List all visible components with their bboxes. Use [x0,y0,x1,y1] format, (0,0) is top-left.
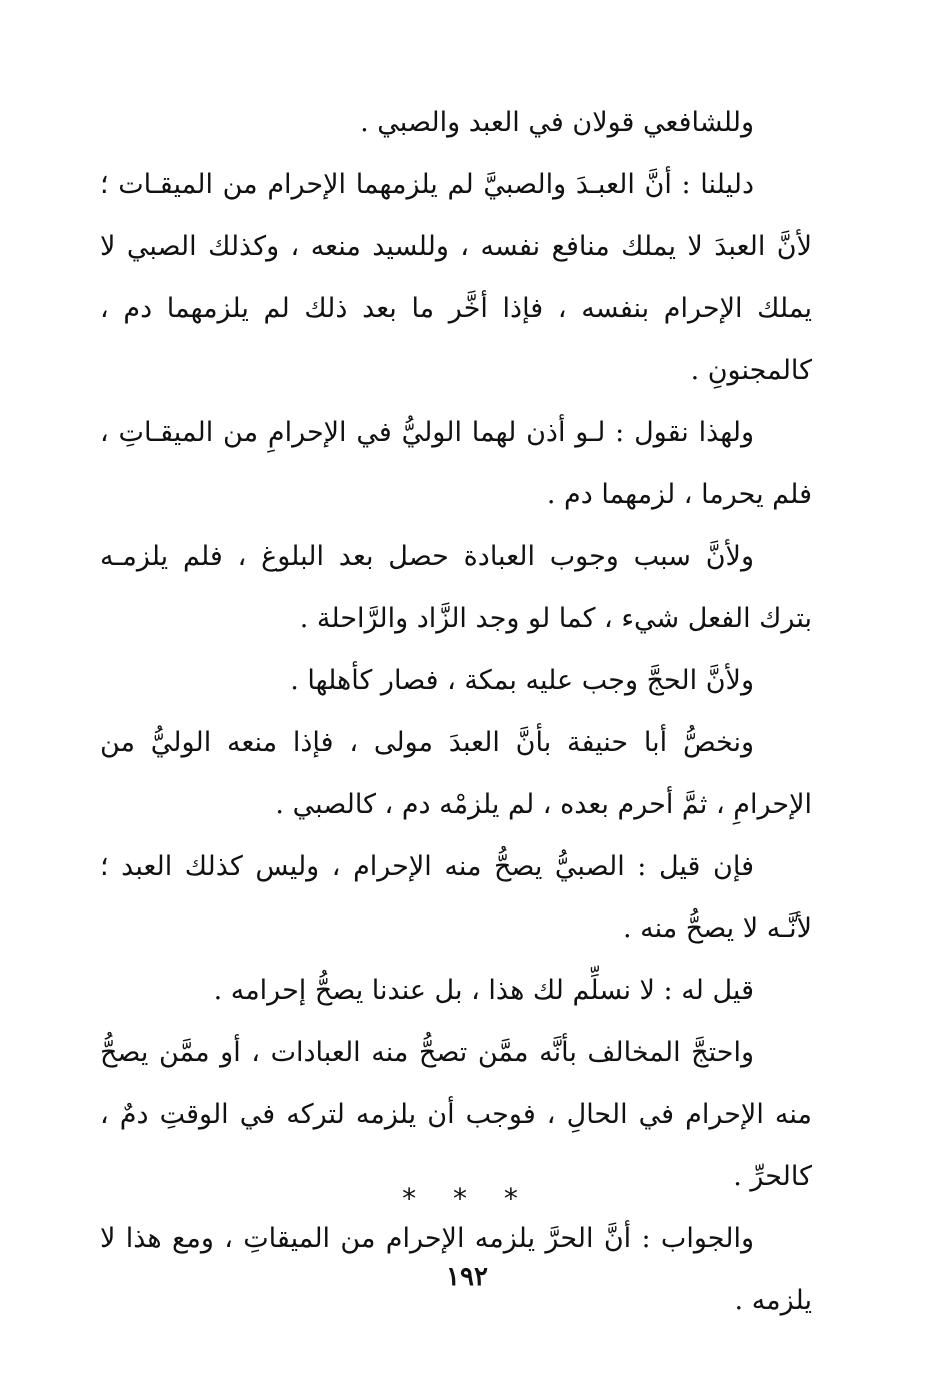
section-separator: * * * [402,1182,532,1215]
paragraph: ولهذا نقول : لـو أذن لهما الوليُّ في الإحرامِ من الميقـاتِ ، فلم يحرما ، لزمهما دم . [100,417,812,510]
page-number: ١٩٢ [446,1262,488,1292]
paragraph: ولأنَّ الحجَّ وجب عليه بمكة ، فصار كأهلها . [290,665,754,696]
paragraph: والجواب : أنَّ الحرَّ يلزمه الإحرام من الميقاتِ ، ومع هذا لا يلزمه . [100,1223,812,1316]
paragraph: ونخصُّ أبا حنيفة بأنَّ العبدَ مولى ، فإذا منعه الوليُّ من الإحرامِ ، ثمَّ أحرم بعده ، لم يلزمْه دم ، كالصبي . [100,727,812,820]
paragraph: واحتجَّ المخالف بأنَّه ممَّن تصحُّ منه العبادات ، أو ممَّن يصحُّ منه الإحرام في الحالِ ، فوجب أن يلزمه لتركه في الوقتِ دمٌ ، كالحرِّ . [100,1037,812,1192]
paragraph: دليلنا : أنَّ العبـدَ والصبيَّ لم يلزمهما الإحرام من الميقـات ؛ لأنَّ العبدَ لا يملك منافع نفسه ، وللسيد منعه ، وكذلك الصبي لا يملك الإحرام بنفسه ، فإذا أخَّر ما بعد ذلك لم يلزمهما دم ، كالمجنونِ . [100,169,812,386]
paragraph: وللشافعي قولان في العبد والصبي . [360,107,754,138]
paragraph: فإن قيل : الصبيُّ يصحُّ منه الإحرام ، وليس كذلك العبد ؛ لأنَّـه لا يصحُّ منه . [100,851,812,944]
paragraph: قيل له : لا نسلِّم لك هذا ، بل عندنا يصحُّ إحرامه . [213,975,754,1006]
paragraph: ولأنَّ سبب وجوب العبادة حصل بعد البلوغ ، فلم يلزمـه بترك الفعل شيء ، كما لو وجد الزَّاد والرَّاحلة . [100,541,812,634]
page-body [100,92,812,1332]
